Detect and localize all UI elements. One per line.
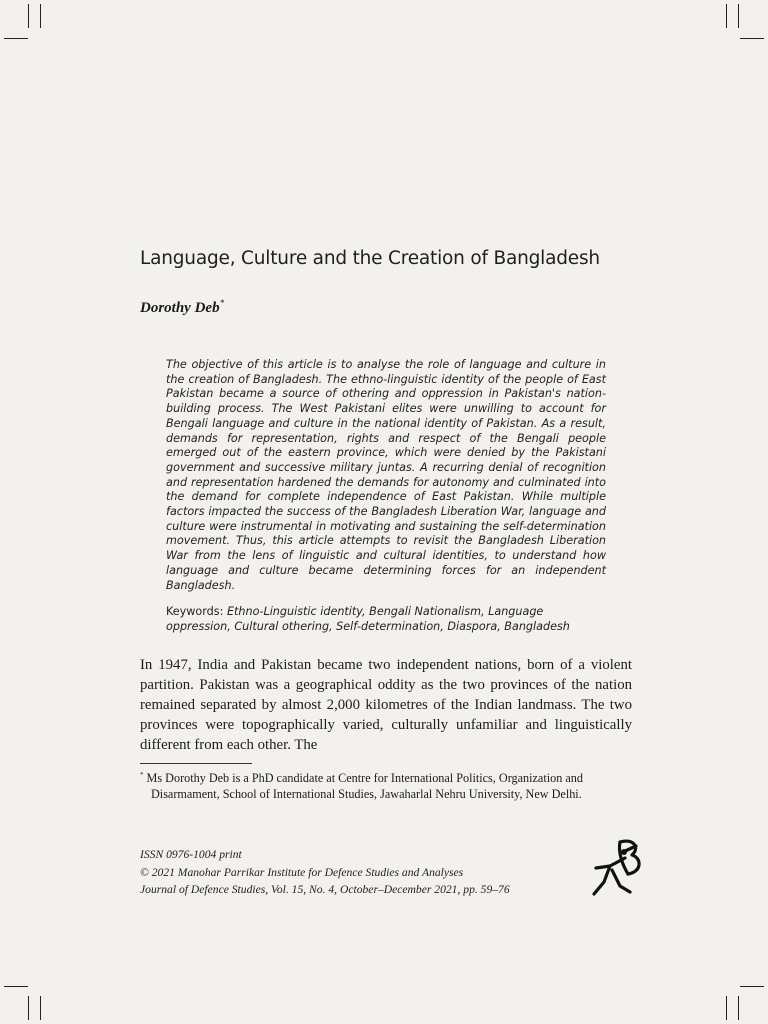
crop-mark-top-right-v2	[738, 4, 739, 28]
crop-mark-bottom-right-v2	[738, 996, 739, 1020]
footnote-rule	[140, 763, 252, 764]
publisher-logo-icon	[590, 836, 650, 900]
journal-citation: Journal of Defence Studies, Vol. 15, No. 4, October–December 2021, pp. 59–76	[140, 883, 510, 896]
footnote-text: Ms Dorothy Deb is a PhD candidate at Centre for International Politics, Organization and Disarmament, School of International Studies, Jawaharlal Nehru University, New Delhi.	[146, 771, 583, 802]
footnote	[140, 767, 643, 802]
crop-mark-top-right-h	[740, 38, 764, 39]
body-paragraph: In 1947, India and Pakistan became two independent nations, born of a violent partition. Pakistan was a geographical oddity as the two provinces of the nation remained separated by almost 2,000 kilometres of the Indian landmass. The two provinces were topographically varied, culturally unfamiliar and linguistically different from each other. The	[140, 657, 632, 753]
author-name-text: Dorothy Deb	[140, 300, 220, 316]
keywords-text: Ethno-Linguistic identity, Bengali Nationalism, Language oppression, Cultural othering, Self-determination, Diaspora, Bangladesh	[166, 605, 570, 633]
keywords-label: Keywords:	[166, 605, 224, 618]
abstract: The objective of this article is to analyse the role of language and culture in the creation of Bangladesh. The ethno-linguistic identity of the people of East Pakistan became a source of othering and oppression in Pakistan's nation-building process. The West Pakistani elites were unwilling to account for Bengali language and culture in the national identity of Pakistan. As a result, demands for representation, rights and respect of the Bengali people emerged out of the eastern province, which were denied by the Pakistani government and successive military juntas. A recurring denial of recognition and representation hardened the demands for autonomy and culminated into the demand for complete independence of East Pakistan. While multiple factors impacted the success of the Bangladesh Liberation War, language and culture were instrumental in motivating and sustaining the self-determination movement. Thus, this article attempts to revisit the Bangladesh Liberation War from the lens of linguistic and cultural identities, to understand how language and culture became determining forces for an independent Bangladesh.	[166, 358, 606, 592]
author-name	[140, 298, 224, 317]
crop-mark-top-left-h	[4, 38, 28, 39]
issn: ISSN 0976-1004 print	[140, 848, 242, 861]
keywords	[166, 604, 606, 634]
crop-mark-bottom-left-v2	[40, 996, 41, 1020]
article-title: Language, Culture and the Creation of Bangladesh	[140, 248, 600, 269]
footnote-mark: *	[140, 771, 144, 779]
crop-mark-bottom-right-v1	[726, 996, 727, 1020]
copyright: © 2021 Manohar Parrikar Institute for Defence Studies and Analyses	[140, 865, 464, 879]
crop-mark-top-right-v1	[726, 4, 727, 28]
crop-mark-bottom-right-h	[740, 986, 764, 987]
crop-mark-bottom-left-h	[4, 986, 28, 987]
publication-info	[140, 846, 570, 899]
author-footnote-mark: *	[219, 298, 225, 308]
crop-mark-bottom-left-v1	[28, 996, 29, 1020]
crop-mark-top-left-v2	[40, 4, 41, 28]
crop-mark-top-left-v1	[28, 4, 29, 28]
